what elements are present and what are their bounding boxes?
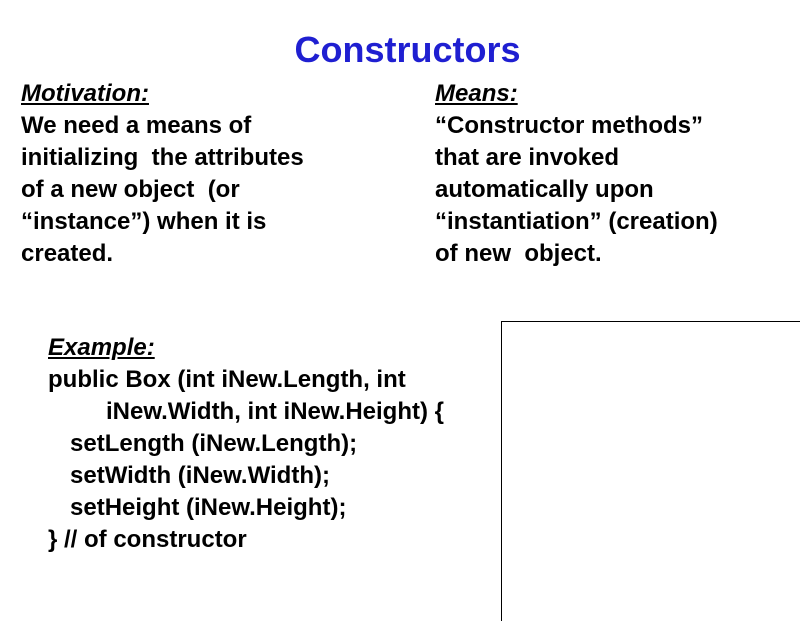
means-line: automatically upon [435, 176, 654, 203]
code-line: setHeight (iNew.Height); [70, 494, 347, 521]
motivation-line: initializing the attributes [21, 144, 304, 171]
code-line: public Box (int iNew.Length, int [48, 366, 406, 393]
means-line: “instantiation” (creation) [435, 208, 718, 235]
motivation-line: of a new object (or [21, 176, 240, 203]
code-line: iNew.Width, int iNew.Height) { [106, 398, 444, 425]
means-line: of new object. [435, 240, 602, 267]
means-heading: Means: [435, 80, 518, 107]
motivation-line: We need a means of [21, 112, 252, 139]
example-heading: Example: [48, 334, 155, 361]
means-section [435, 78, 795, 270]
means-line: that are invoked [435, 144, 620, 171]
code-line: } // of constructor [48, 526, 247, 553]
motivation-line: “instance”) when it is [21, 208, 267, 235]
motivation-section [21, 78, 401, 270]
slide-title: Constructors [294, 29, 521, 70]
code-line: setWidth (iNew.Width); [70, 462, 330, 489]
motivation-line: created. [21, 240, 114, 267]
motivation-heading: Motivation: [21, 80, 149, 107]
example-section [48, 332, 498, 556]
empty-frame [501, 321, 800, 621]
code-line: setLength (iNew.Length); [70, 430, 358, 457]
means-line: “Constructor methods” [435, 112, 704, 139]
